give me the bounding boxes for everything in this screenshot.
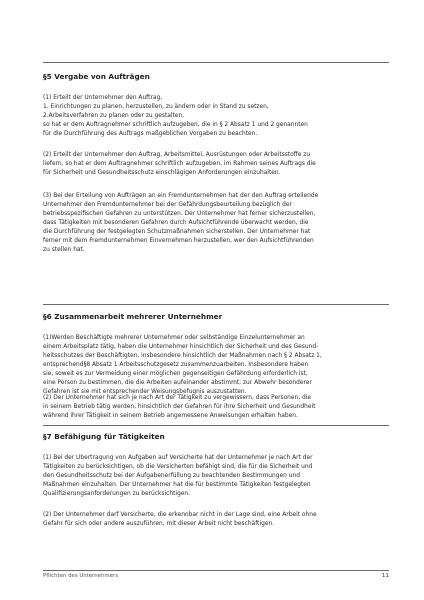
text-line: für die Durchführung des Auftrags maßgeblichen Vorgaben zu beachten. xyxy=(43,130,258,137)
section-heading: §6 Zusammenarbeit mehrerer Unternehmer xyxy=(43,312,223,321)
text-line: Qualifizierungsanforderungen zu berücksichtigen. xyxy=(43,490,191,497)
footer-title: Pflichten des Unternehmers xyxy=(43,573,119,579)
text-line: (1) Bei der Übertragung von Aufgaben auf Versicherte hat der Unternehmer je nach Art der xyxy=(43,455,313,461)
paragraph xyxy=(43,94,389,139)
text-line: während ihrer Tätigkeit in seinem Betrieb angemessene Anweisungen erhalten haben. xyxy=(43,412,298,419)
section-divider xyxy=(43,425,389,426)
text-line: (2) Der Unternehmer darf Versicherte, die erkennbar nicht in der Lage sind, eine Arbeit ohne xyxy=(43,512,317,518)
text-line: (2) Erteilt der Unternehmer den Auftrag, Arbeitsmittel, Ausrüstungen oder Arbeitsstoffe zu xyxy=(43,152,311,158)
section-divider xyxy=(43,304,389,305)
section-divider xyxy=(43,62,389,63)
text-line: 1. Einrichtungen zu planen, herzustellen, zu ändern oder in Stand zu setzen, xyxy=(43,103,269,110)
text-line: den Gesundheitsschutz bei der Aufgabenerfüllung zu beachtenden Bestimmungen und xyxy=(43,472,300,479)
text-line: liefern, so hat er dem Auftragnehmer schriftlich aufzugeben, im Rahmen seines Auftrags die xyxy=(43,160,316,167)
paragraph xyxy=(43,454,389,499)
text-line: (1)Werden Beschäftigte mehrerer Unternehmer oder selbständige Einzelunternehmer an xyxy=(43,335,305,341)
text-line: einem Arbeitsplatz tätig, haben die Unternehmer hinsichtlich der Sicherheit und des Gesund- xyxy=(43,343,319,350)
text-line: Gefahr für sich oder andere auszuführen, mit dieser Arbeit nicht beschäftigen. xyxy=(43,520,275,527)
text-line: betriebsspezifischen Gefahren zu unterstützen. Der Unternehmer hat ferner sicherzustellen, xyxy=(43,210,316,217)
text-line: entsprechend§8 Absatz 1 Arbeitsschutzgesetz zusammenzuarbeiten. Insbesondere haben xyxy=(43,361,309,368)
paragraph xyxy=(43,511,389,529)
text-line: in seinem Betrieb tätig werden, hinsichtlich der Gefahren für ihre Sicherheit und Gesundheit xyxy=(43,403,316,410)
page-number: 11 xyxy=(381,573,389,579)
text-line: eine Person zu bestimmen, die die Arbeiten aufeinander abstimmt; zur Abwehr besonderer xyxy=(43,379,312,386)
text-line: sie, soweit es zur Vermeidung einer möglichen gegenseitigen Gefährdung erforderlich ist, xyxy=(43,370,308,377)
text-line: Gefahren ist sie mit entsprechender Weisungsbefugnis auszustatten. xyxy=(43,388,247,395)
paragraph xyxy=(43,334,389,397)
text-line: (3) Bei der Erteilung von Aufträgen an ein Fremdunternehmen hat der den Auftrag erteilende xyxy=(43,193,319,199)
text-line: zu stellen hat. xyxy=(43,246,85,253)
text-line: dass Tätigkeiten mit besonderen Gefahren durch Aufsichtführende überwacht werden, die xyxy=(43,219,309,226)
section-heading: §5 Vergabe von Aufträgen xyxy=(43,72,150,81)
text-line: (2) Der Unternehmer hat sich je nach Art der Tätigkeit zu vergewissern, dass Personen, die xyxy=(43,395,312,401)
text-line: Maßnahmen einzuhalten. Der Unternehmer hat die für bestimmte Tätigkeiten festgelegten xyxy=(43,481,311,488)
text-line: ferner mit dem Fremdunternehmen Einvernehmen herzustellen, wer den Aufsichtführenden xyxy=(43,237,314,244)
paragraph xyxy=(43,192,389,255)
text-line: heitsschutzes der Beschäftigten, insbesondere hinsichtlich der Maßnahmen nach § 2 Absatz 1, xyxy=(43,352,322,359)
text-line: (1) Erteilt der Unternehmer den Auftrag, xyxy=(43,95,163,101)
section-heading: §7 Befähigung für Tätigkeiten xyxy=(43,432,165,441)
paragraph xyxy=(43,151,389,178)
text-line: die Durchführung der festgelegten Schutzmaßnahmen sicherstellen. Der Unternehmer hat xyxy=(43,228,311,235)
text-line: Tätigkeiten zu berücksichtigen, ob die Versicherten befähigt sind, die für die Sicherheit und xyxy=(43,463,313,470)
footer-divider xyxy=(43,570,389,571)
text-line: so hat er dem Auftragnehmer schriftlich aufzugeben, die in § 2 Absatz 1 und 2 genannten xyxy=(43,121,308,128)
text-line: Unternehmer den Fremdunternehmer bei der Gefährdungsbeurteilung bezüglich der xyxy=(43,201,292,208)
text-line: für Sicherheit und Gesundheitsschutz einschlägigen Anforderungen einzuhalten. xyxy=(43,169,281,176)
paragraph xyxy=(43,394,389,421)
text-line: 2.Arbeitsverfahren zu planen oder zu gestalten, xyxy=(43,112,185,119)
